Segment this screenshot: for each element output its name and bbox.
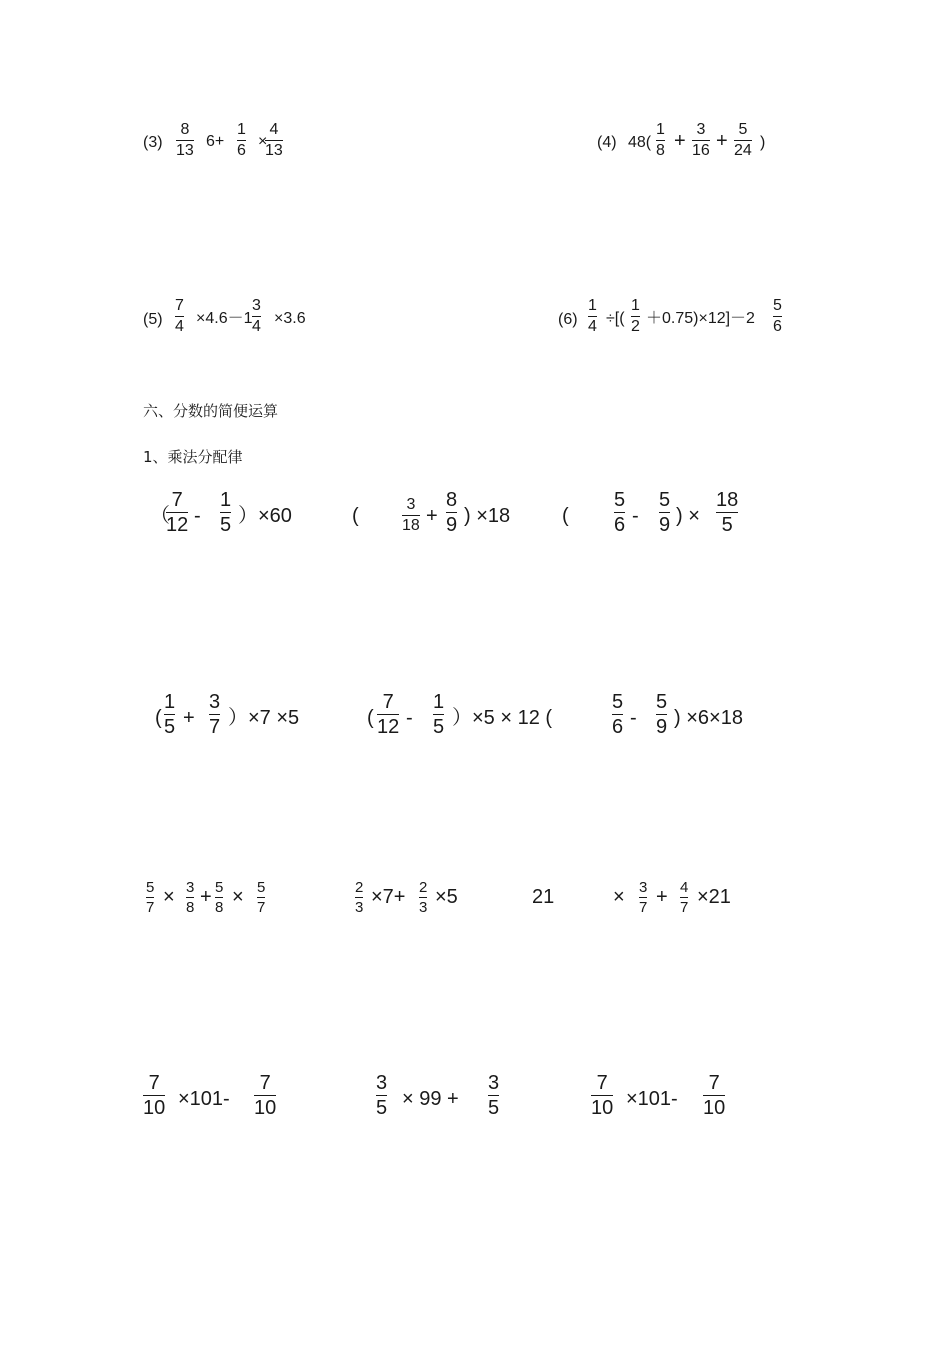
fraction xyxy=(614,490,625,535)
operator-text: ( xyxy=(562,505,569,527)
denominator: 7 xyxy=(209,716,221,738)
fraction-bar xyxy=(257,897,265,898)
fraction xyxy=(588,298,597,335)
numerator: 1 xyxy=(631,297,640,314)
operator-text: + xyxy=(200,886,212,908)
fraction xyxy=(612,692,623,737)
fraction xyxy=(656,122,665,159)
fraction xyxy=(716,490,738,535)
operator-text: + xyxy=(656,886,668,908)
fraction xyxy=(734,122,752,159)
denominator: 7 xyxy=(257,899,266,916)
section-subtitle: 1、乘法分配律 xyxy=(143,448,243,466)
operator-text: ×4.6－1 xyxy=(196,310,253,327)
denominator: 2 xyxy=(631,318,640,335)
fraction-bar xyxy=(659,512,670,513)
operator-text: - xyxy=(194,505,201,527)
numerator: 2 xyxy=(355,879,364,896)
operator-text: ×7+ xyxy=(371,886,406,908)
fraction-bar xyxy=(164,714,175,715)
denominator: 9 xyxy=(659,514,671,536)
fraction xyxy=(631,298,640,335)
operator-text: ×101- xyxy=(626,1088,678,1110)
numerator: 3 xyxy=(376,1072,388,1094)
fraction xyxy=(659,490,670,535)
denominator: 13 xyxy=(265,142,283,159)
fraction-bar xyxy=(237,140,246,141)
operator-text: ) ×18 xyxy=(464,505,511,527)
fraction xyxy=(656,692,667,737)
operator-text: ) ×6×18 xyxy=(674,707,743,729)
operator-text: ) × xyxy=(676,505,700,527)
denominator: 7 xyxy=(680,899,689,916)
fraction-bar xyxy=(773,316,782,317)
numerator: 4 xyxy=(269,121,279,138)
denominator: 9 xyxy=(446,514,458,536)
fraction xyxy=(166,490,188,535)
denominator: 13 xyxy=(176,142,194,159)
fraction-bar xyxy=(252,316,261,317)
denominator: 4 xyxy=(588,318,597,335)
fraction-bar xyxy=(220,512,231,513)
fraction-bar xyxy=(656,140,665,141)
numerator: 5 xyxy=(614,489,626,511)
fraction xyxy=(402,497,420,534)
numerator: 5 xyxy=(659,489,671,511)
fraction-bar xyxy=(146,897,154,898)
fraction xyxy=(146,880,154,915)
numerator: 3 xyxy=(639,879,648,896)
operator-text: ）×7 ×5 xyxy=(228,707,300,729)
fraction-bar xyxy=(639,897,647,898)
fraction-bar xyxy=(591,1095,613,1096)
denominator: 10 xyxy=(143,1097,166,1119)
operator-text: ×21 xyxy=(697,886,731,908)
denominator: 6 xyxy=(237,142,246,159)
fraction xyxy=(680,880,688,915)
operator-text: ÷[( xyxy=(606,310,625,327)
denominator: 6 xyxy=(773,318,782,335)
numerator: 3 xyxy=(488,1072,500,1094)
numerator: 18 xyxy=(716,489,739,511)
fraction-bar xyxy=(656,714,667,715)
denominator: 5 xyxy=(433,716,445,738)
operator-text: ( xyxy=(367,707,374,729)
fraction xyxy=(257,880,265,915)
problem-label: (5) xyxy=(143,311,163,328)
operator-text: ) xyxy=(760,134,766,151)
fraction xyxy=(220,490,231,535)
denominator: 7 xyxy=(639,899,648,916)
numerator: 7 xyxy=(259,1072,271,1094)
fraction xyxy=(252,298,261,335)
denominator: 5 xyxy=(220,514,232,536)
denominator: 5 xyxy=(721,514,733,536)
fraction-bar xyxy=(433,714,444,715)
operator-text: + xyxy=(674,130,686,152)
operator-text: + xyxy=(426,505,438,527)
operator-text: ×101- xyxy=(178,1088,230,1110)
numerator: 3 xyxy=(209,691,221,713)
fraction xyxy=(176,122,194,159)
numerator: 1 xyxy=(433,691,445,713)
fraction-bar xyxy=(209,714,220,715)
numerator: 7 xyxy=(175,297,184,314)
fraction-bar xyxy=(588,316,597,317)
fraction xyxy=(143,1073,165,1118)
fraction xyxy=(237,122,246,159)
fraction xyxy=(639,880,647,915)
denominator: 12 xyxy=(166,514,189,536)
operator-text: ( xyxy=(155,707,162,729)
numerator: 7 xyxy=(382,691,394,713)
fraction xyxy=(175,298,184,335)
denominator: 10 xyxy=(591,1097,614,1119)
numerator: 7 xyxy=(148,1072,160,1094)
numerator: 3 xyxy=(252,297,261,314)
numerator: 1 xyxy=(588,297,597,314)
numerator: 7 xyxy=(171,489,183,511)
operator-text: × xyxy=(613,886,625,908)
denominator: 5 xyxy=(488,1097,500,1119)
fraction-bar xyxy=(716,512,738,513)
numerator: 7 xyxy=(596,1072,608,1094)
operator-text: （ xyxy=(150,505,170,527)
operator-text: × xyxy=(232,886,244,908)
denominator: 4 xyxy=(252,318,261,335)
numerator: 1 xyxy=(220,489,232,511)
fraction-bar xyxy=(446,512,457,513)
numerator: 1 xyxy=(656,121,665,138)
fraction-bar xyxy=(692,140,710,141)
denominator: 10 xyxy=(703,1097,726,1119)
fraction-bar xyxy=(176,140,194,141)
numerator: 3 xyxy=(406,496,416,513)
fraction xyxy=(419,880,427,915)
fraction-bar xyxy=(488,1095,499,1096)
fraction-bar xyxy=(734,140,752,141)
denominator: 3 xyxy=(355,899,364,916)
operator-text: ＋0.75)×12]－2 xyxy=(646,310,755,327)
fraction-bar xyxy=(377,714,399,715)
operator-text: - xyxy=(632,505,639,527)
numerator: 7 xyxy=(708,1072,720,1094)
numerator: 5 xyxy=(612,691,624,713)
denominator: 4 xyxy=(175,318,184,335)
fraction xyxy=(591,1073,613,1118)
fraction-bar xyxy=(215,897,223,898)
fraction xyxy=(254,1073,276,1118)
operator-text: ( xyxy=(352,505,359,527)
denominator: 18 xyxy=(402,517,420,534)
fraction-bar xyxy=(419,897,427,898)
fraction-bar xyxy=(612,714,623,715)
fraction-bar xyxy=(614,512,625,513)
fraction xyxy=(215,880,223,915)
fraction-bar xyxy=(186,897,194,898)
denominator: 9 xyxy=(656,716,668,738)
fraction-bar xyxy=(143,1095,165,1096)
fraction xyxy=(488,1073,499,1118)
operator-text: 48( xyxy=(628,134,652,151)
operator-text: ×5 xyxy=(435,886,458,908)
operator-text: 21 xyxy=(532,886,555,908)
numerator: 5 xyxy=(773,297,782,314)
fraction xyxy=(186,880,194,915)
fraction-bar xyxy=(402,515,420,516)
section-title: 六、分数的简便运算 xyxy=(143,402,279,420)
fraction xyxy=(773,298,782,335)
numerator: 5 xyxy=(215,879,224,896)
numerator: 3 xyxy=(186,879,195,896)
numerator: 2 xyxy=(419,879,428,896)
fraction xyxy=(446,490,457,535)
operator-text: + xyxy=(183,707,195,729)
operator-text: × xyxy=(258,133,268,150)
fraction xyxy=(377,692,399,737)
denominator: 5 xyxy=(376,1097,388,1119)
denominator: 3 xyxy=(419,899,428,916)
fraction-bar xyxy=(175,316,184,317)
fraction xyxy=(355,880,363,915)
numerator: 1 xyxy=(237,121,246,138)
numerator: 5 xyxy=(738,121,748,138)
fraction-bar xyxy=(680,897,688,898)
numerator: 1 xyxy=(164,691,176,713)
denominator: 24 xyxy=(734,142,752,159)
numerator: 8 xyxy=(446,489,458,511)
fraction xyxy=(209,692,220,737)
numerator: 8 xyxy=(180,121,190,138)
operator-text: ×3.6 xyxy=(274,310,306,327)
denominator: 5 xyxy=(164,716,176,738)
denominator: 8 xyxy=(215,899,224,916)
fraction xyxy=(703,1073,725,1118)
operator-text: - xyxy=(406,707,413,729)
fraction-bar xyxy=(631,316,640,317)
operator-text: + xyxy=(716,130,728,152)
denominator: 6 xyxy=(614,514,626,536)
fraction xyxy=(433,692,444,737)
numerator: 3 xyxy=(696,121,706,138)
denominator: 12 xyxy=(377,716,400,738)
operator-text: × 99 + xyxy=(402,1088,459,1110)
denominator: 7 xyxy=(146,899,155,916)
numerator: 5 xyxy=(656,691,668,713)
fraction-bar xyxy=(254,1095,276,1096)
numerator: 5 xyxy=(257,879,266,896)
fraction xyxy=(692,122,710,159)
fraction-bar xyxy=(703,1095,725,1096)
fraction-bar xyxy=(376,1095,387,1096)
operator-text: - xyxy=(630,707,637,729)
denominator: 16 xyxy=(692,142,710,159)
fraction-bar xyxy=(265,140,283,141)
operator-text: × xyxy=(163,886,175,908)
fraction-bar xyxy=(166,512,188,513)
problem-label: (6) xyxy=(558,311,578,328)
numerator: 5 xyxy=(146,879,155,896)
numerator: 4 xyxy=(680,879,689,896)
problem-label: (4) xyxy=(597,134,617,151)
fraction xyxy=(164,692,175,737)
fraction-bar xyxy=(355,897,363,898)
denominator: 8 xyxy=(186,899,195,916)
operator-text: 6+ xyxy=(206,133,225,150)
denominator: 6 xyxy=(612,716,624,738)
operator-text: ）×60 xyxy=(238,505,292,527)
denominator: 10 xyxy=(254,1097,277,1119)
denominator: 8 xyxy=(656,142,665,159)
fraction xyxy=(265,122,283,159)
fraction xyxy=(376,1073,387,1118)
problem-label: (3) xyxy=(143,134,163,151)
operator-text: ）×5 × 12 ( xyxy=(452,707,553,729)
